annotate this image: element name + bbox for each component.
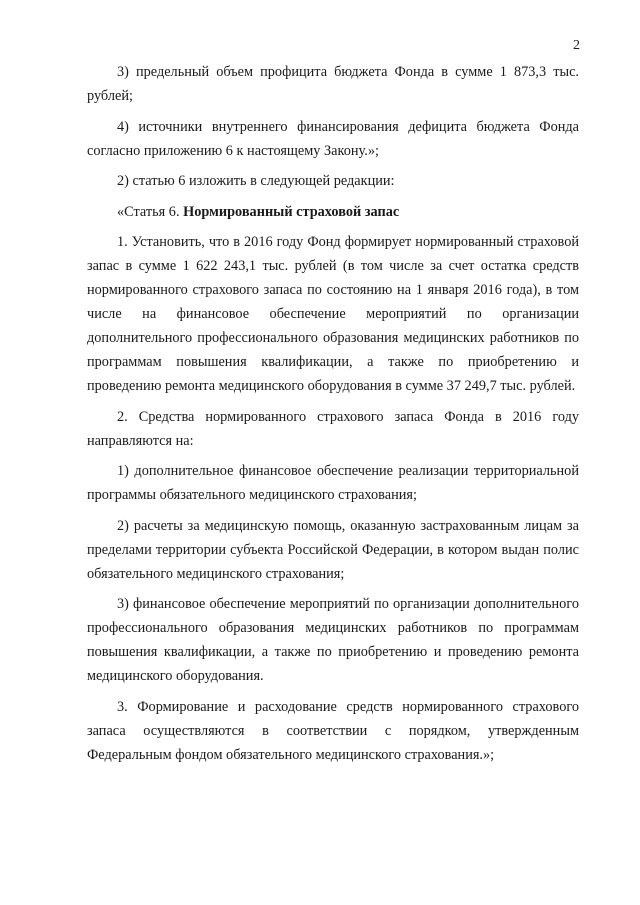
paragraph-usage-item-2: 2) расчеты за медицинскую помощь, оказанную застрахованным лицам за пределами территории субъекта Российской Федерации, в котором выдан полис обязательного медицинского страхования;: [87, 517, 579, 582]
article-title: Нормированный страховой запас: [183, 203, 400, 220]
article-heading: [87, 200, 579, 224]
paragraph-reserve-amount: 1. Установить, что в 2016 году Фонд формирует нормированный страховой запас в сумме 1 622 243,1 тыс. рублей (в том числе за счет остатка средств нормированного страхового запаса по состоянию на 1 января 2016 года), в том числе на финансовое обеспечение мероприятий по организации дополнительного профессионального образования медицинских работников по программам повышения квалификации, а также по приобретению и проведению ремонта медицинского оборудования в сумме 37 249,7 тыс. рублей.: [87, 234, 579, 394]
article-prefix: «Статья 6.: [117, 203, 184, 220]
paragraph-reserve-usage: 2. Средства нормированного страхового запаса Фонда в 2016 году направляются на:: [87, 408, 579, 449]
paragraph-surplus: 3) предельный объем профицита бюджета Фонда в сумме 1 873,3 тыс. рублей;: [87, 64, 579, 104]
document-body: [87, 60, 579, 773]
paragraph-usage-item-3: 3) финансовое обеспечение мероприятий по организации дополнительного профессионального образования медицинских работников по программам повышения квалификации, а также по приобретению и проведению ремонта медицинского оборудования.: [87, 596, 579, 684]
paragraph-amend-article: 2) статью 6 изложить в следующей редакции:: [117, 173, 395, 189]
paragraph-formation-order: 3. Формирование и расходование средств нормированного страхового запаса осуществляются в соответствии с порядком, утвержденным Федеральным фондом обязательного медицинского страхования.»;: [87, 698, 579, 763]
paragraph-usage-item-1: 1) дополнительное финансовое обеспечение реализации территориальной программы обязательного медицинского страхования;: [87, 463, 579, 503]
paragraph-financing-sources: 4) источники внутреннего финансирования дефицита бюджета Фонда согласно приложению 6 к настоящему Закону.»;: [87, 118, 579, 159]
page-number: 2: [573, 38, 580, 53]
